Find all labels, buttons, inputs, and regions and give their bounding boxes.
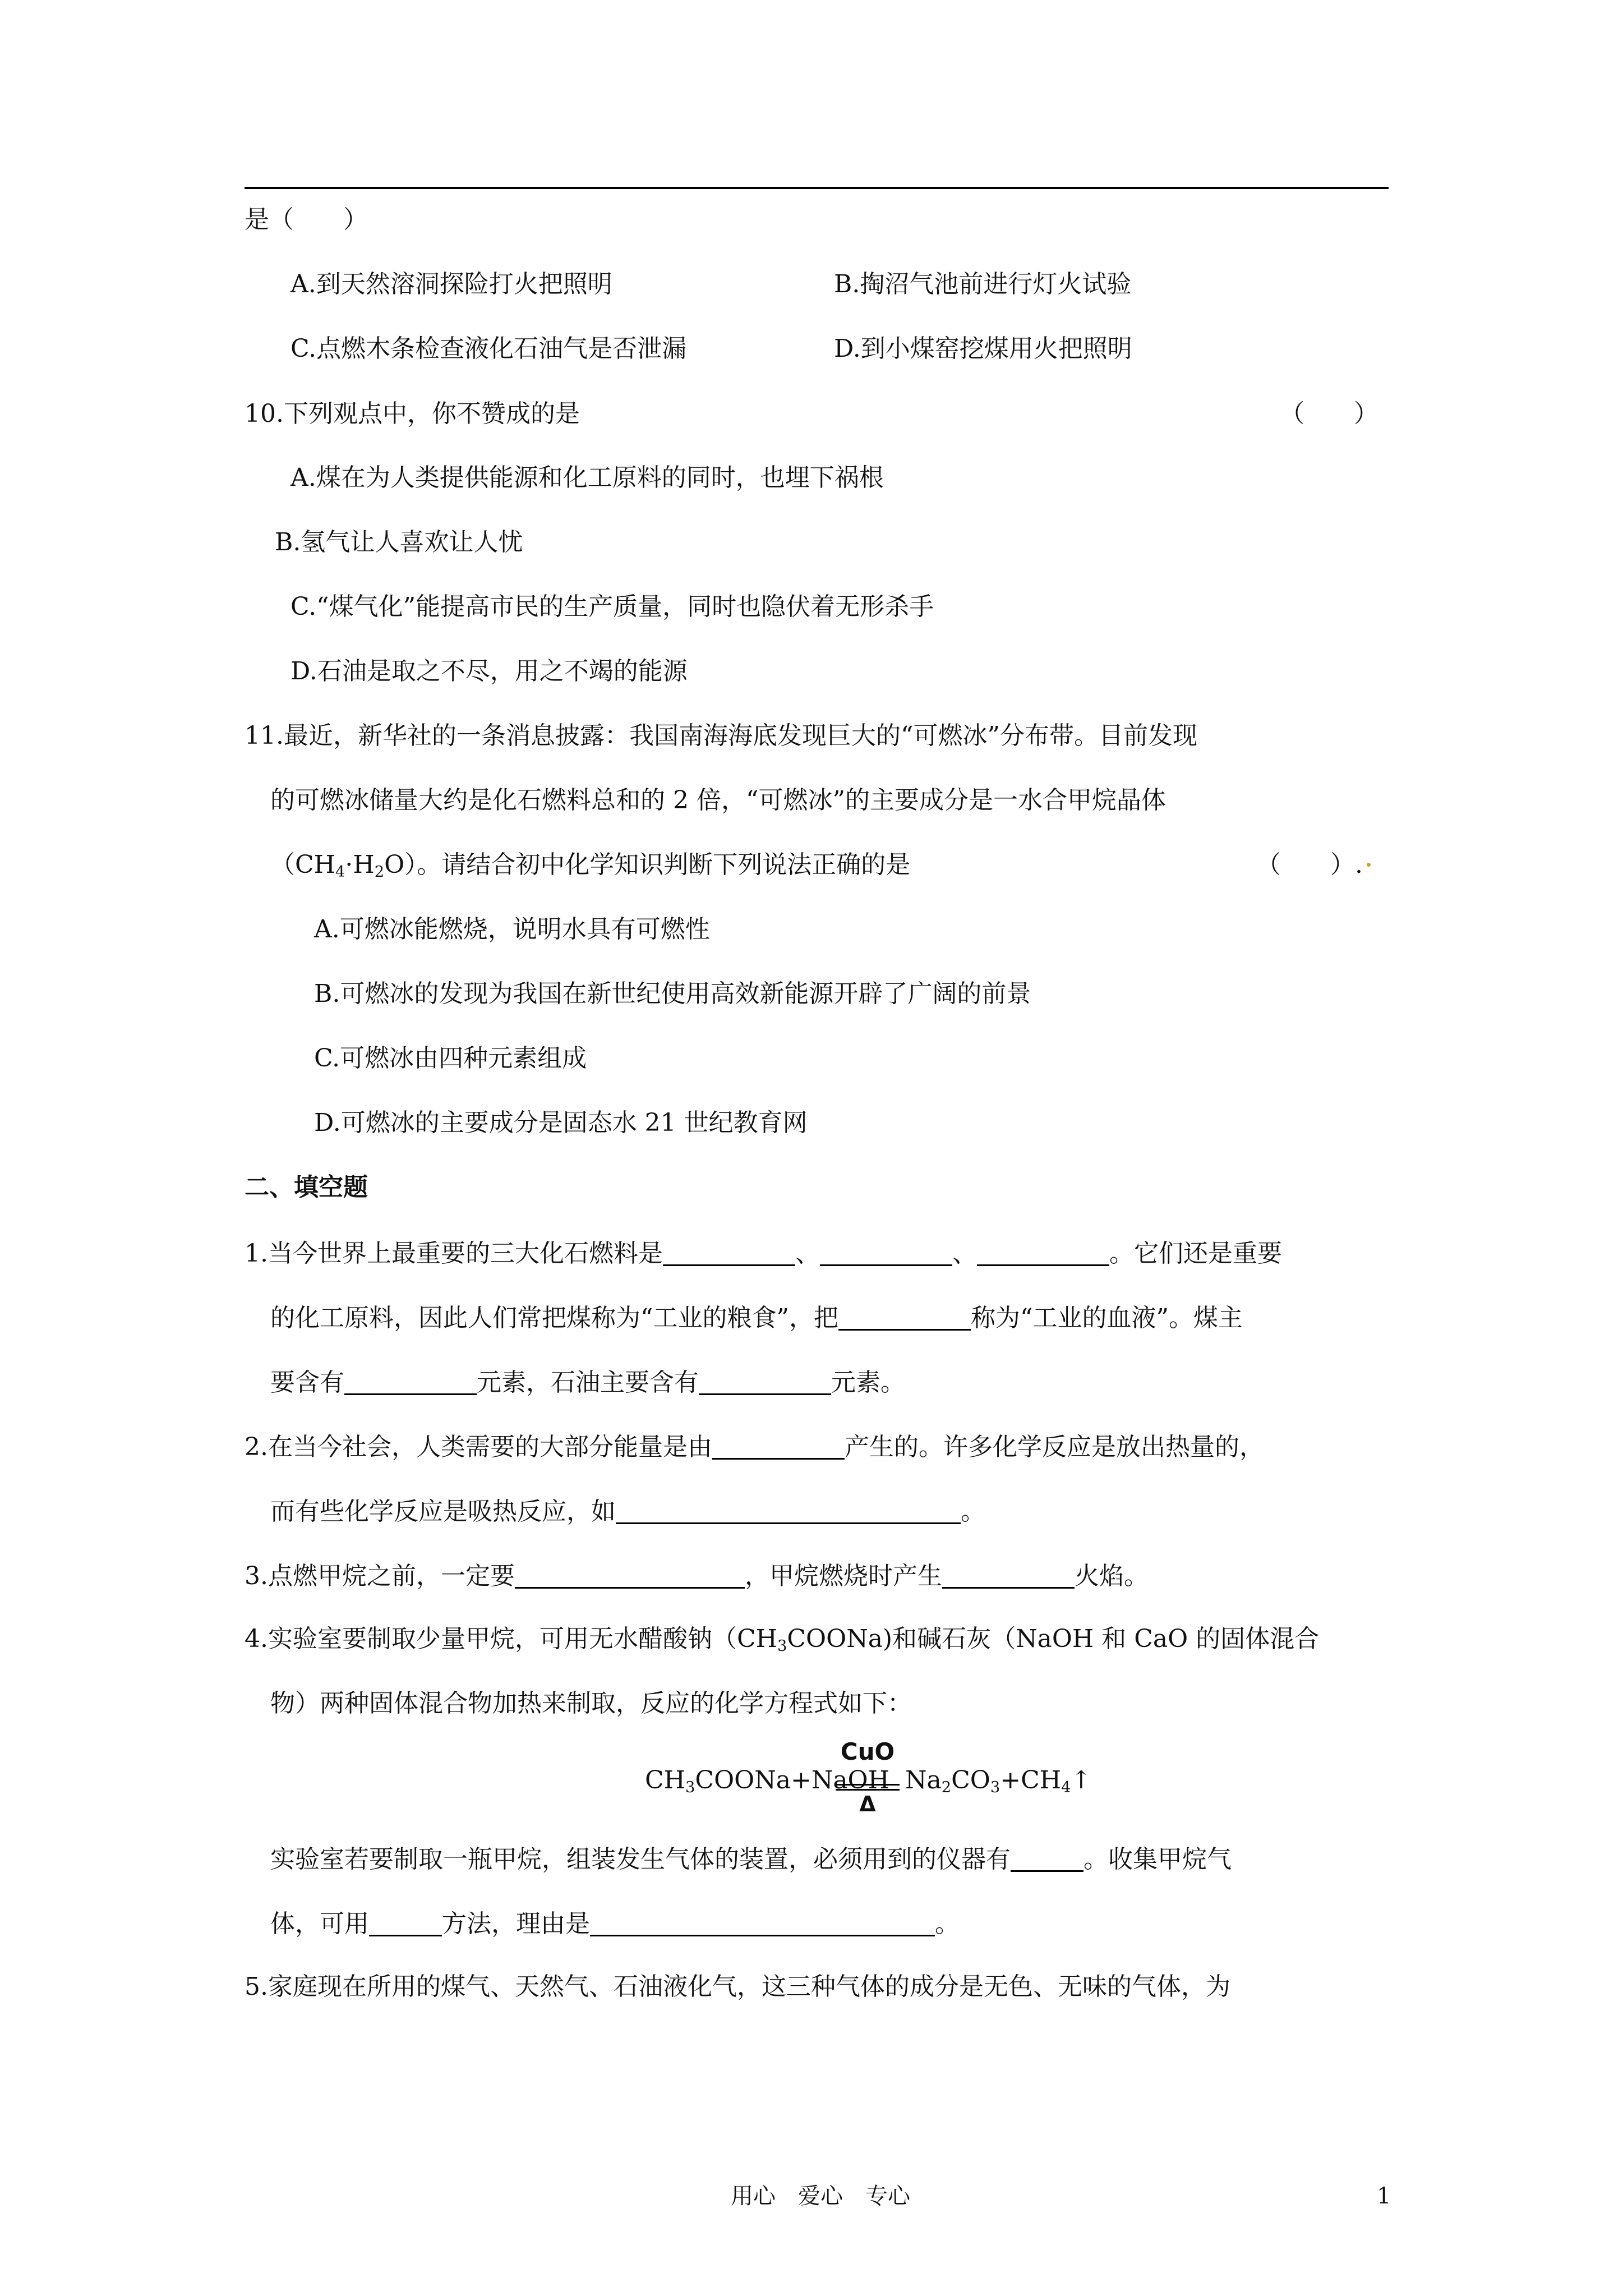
fill-4-line2: 物）两种固体混合物加热来制取，反应的化学方程式如下： [270, 1689, 912, 1718]
chemical-equation [645, 1738, 1094, 1816]
header-rule [245, 187, 1389, 189]
q9-option-c: C.点燃木条检查液化石油气是否泄漏 [291, 334, 687, 363]
gas-arrow-icon: ↑ [1071, 1766, 1092, 1795]
q11-stem-line1: 11.最近，新华社的一条消息披露：我国南海海底发现巨大的“可燃冰”分布带。目前发现 [245, 721, 1197, 750]
answer-blank[interactable] [820, 1240, 952, 1266]
answer-blank[interactable] [344, 1369, 477, 1395]
q11-option-d: D.可燃冰的主要成分是固态水 21 世纪教育网 [314, 1108, 808, 1137]
answer-blank[interactable] [942, 1562, 1075, 1589]
answer-blank[interactable] [616, 1498, 961, 1524]
q10-option-d: D.石油是取之不尽，用之不竭的能源 [291, 657, 688, 685]
answer-blank[interactable] [663, 1240, 795, 1266]
fill-1-line1: 1.当今世界上最重要的三大化石燃料是 、 、 。它们还是重要 [245, 1239, 1282, 1268]
q9-option-d: D.到小煤窑挖煤用火把照明 [834, 334, 1132, 363]
equation-equals-sign [836, 1784, 900, 1791]
fill-5-line1: 5.家庭现在所用的煤气、天然气、石油液化气，这三种气体的成分是无色、无味的气体，为 [245, 1972, 1230, 2001]
q10-option-b: B.氢气让人喜欢让人忧 [275, 528, 523, 556]
fill-4-line4: 体，可用 方法，理由是 。 [270, 1910, 960, 1939]
q9-stem-tail: 是（ ） [245, 205, 368, 234]
equation-reactants: $CH_3COONa+NaOH$ [645, 1766, 889, 1796]
answer-blank[interactable] [515, 1562, 745, 1589]
equation-products: $Na_2CO_3+CH_4↑$ [905, 1766, 1092, 1796]
q11-option-a: A.可燃冰能燃烧，说明水具有可燃性 [314, 915, 710, 944]
section-heading-fill-blank: 二、填空题 [245, 1173, 368, 1202]
q11-answer-paren: （ ）. [1256, 850, 1363, 879]
q11-stem-line3: $(CH_4\cdot H_2O)$。请结合初中化学知识判断下列说法正确的是 [270, 850, 911, 881]
equation-heat-symbol: Δ [859, 1792, 876, 1816]
stray-dot [1367, 863, 1371, 867]
q9-option-b: B.掏沼气池前进行灯火试验 [834, 270, 1132, 298]
q10-stem: 10.下列观点中，你不赞成的是 [245, 399, 580, 428]
footer-motto: 用心 爱心 专心 [731, 2183, 910, 2209]
answer-blank[interactable] [699, 1369, 831, 1395]
fill-1-line3: 要含有 元素，石油主要含有 元素。 [270, 1368, 905, 1397]
answer-blank[interactable] [1011, 1846, 1083, 1872]
fill-4-line1: 4.实验室要制取少量甲烷，可用无水醋酸钠$(CH_3COONa)$和碱石灰（NaOH 和 CaO 的固体混合 [245, 1625, 1320, 1655]
fill-2-line2: 而有些化学反应是吸热反应，如 。 [270, 1497, 985, 1526]
q10-answer-paren: （ ） [1280, 399, 1378, 428]
fill-1-line2: 的化工原料，因此人们常把煤称为“工业的粮食”，把 称为“工业的血液”。煤主 [270, 1304, 1243, 1333]
q10-option-c: C.“煤气化”能提高市民的生产质量，同时也隐伏着无形杀手 [291, 592, 934, 621]
answer-blank[interactable] [712, 1433, 845, 1460]
fill-4-line3: 实验室若要制取一瓶甲烷，组装发生气体的装置，必须用到的仪器有 。收集甲烷气 [270, 1845, 1232, 1874]
answer-blank[interactable] [977, 1240, 1109, 1266]
answer-blank[interactable] [590, 1910, 935, 1936]
answer-blank[interactable] [369, 1910, 442, 1936]
fill-2-line1: 2.在当今社会，人类需要的大部分能量是由 产生的。许多化学反应是放出热量的， [245, 1433, 1264, 1462]
q11-option-c: C.可燃冰由四种元素组成 [314, 1044, 587, 1073]
answer-blank[interactable] [838, 1304, 971, 1331]
equation-catalyst: CuO [840, 1738, 895, 1765]
q9-option-a: A.到天然溶洞探险打火把照明 [291, 270, 612, 298]
fill-3: 3.点燃甲烷之前，一定要 ，甲烷燃烧时产生 火焰。 [245, 1562, 1149, 1591]
q11-option-b: B.可燃冰的发现为我国在新世纪使用高效新能源开辟了广阔的前景 [314, 979, 1031, 1008]
page-number: 1 [1377, 2183, 1391, 2209]
q11-stem-line2: 的可燃冰储量大约是化石燃料总和的 2 倍，“可燃冰”的主要成分是一水合甲烷晶体 [270, 786, 1166, 815]
q10-option-a: A.煤在为人类提供能源和化工原料的同时，也埋下祸根 [291, 463, 884, 492]
